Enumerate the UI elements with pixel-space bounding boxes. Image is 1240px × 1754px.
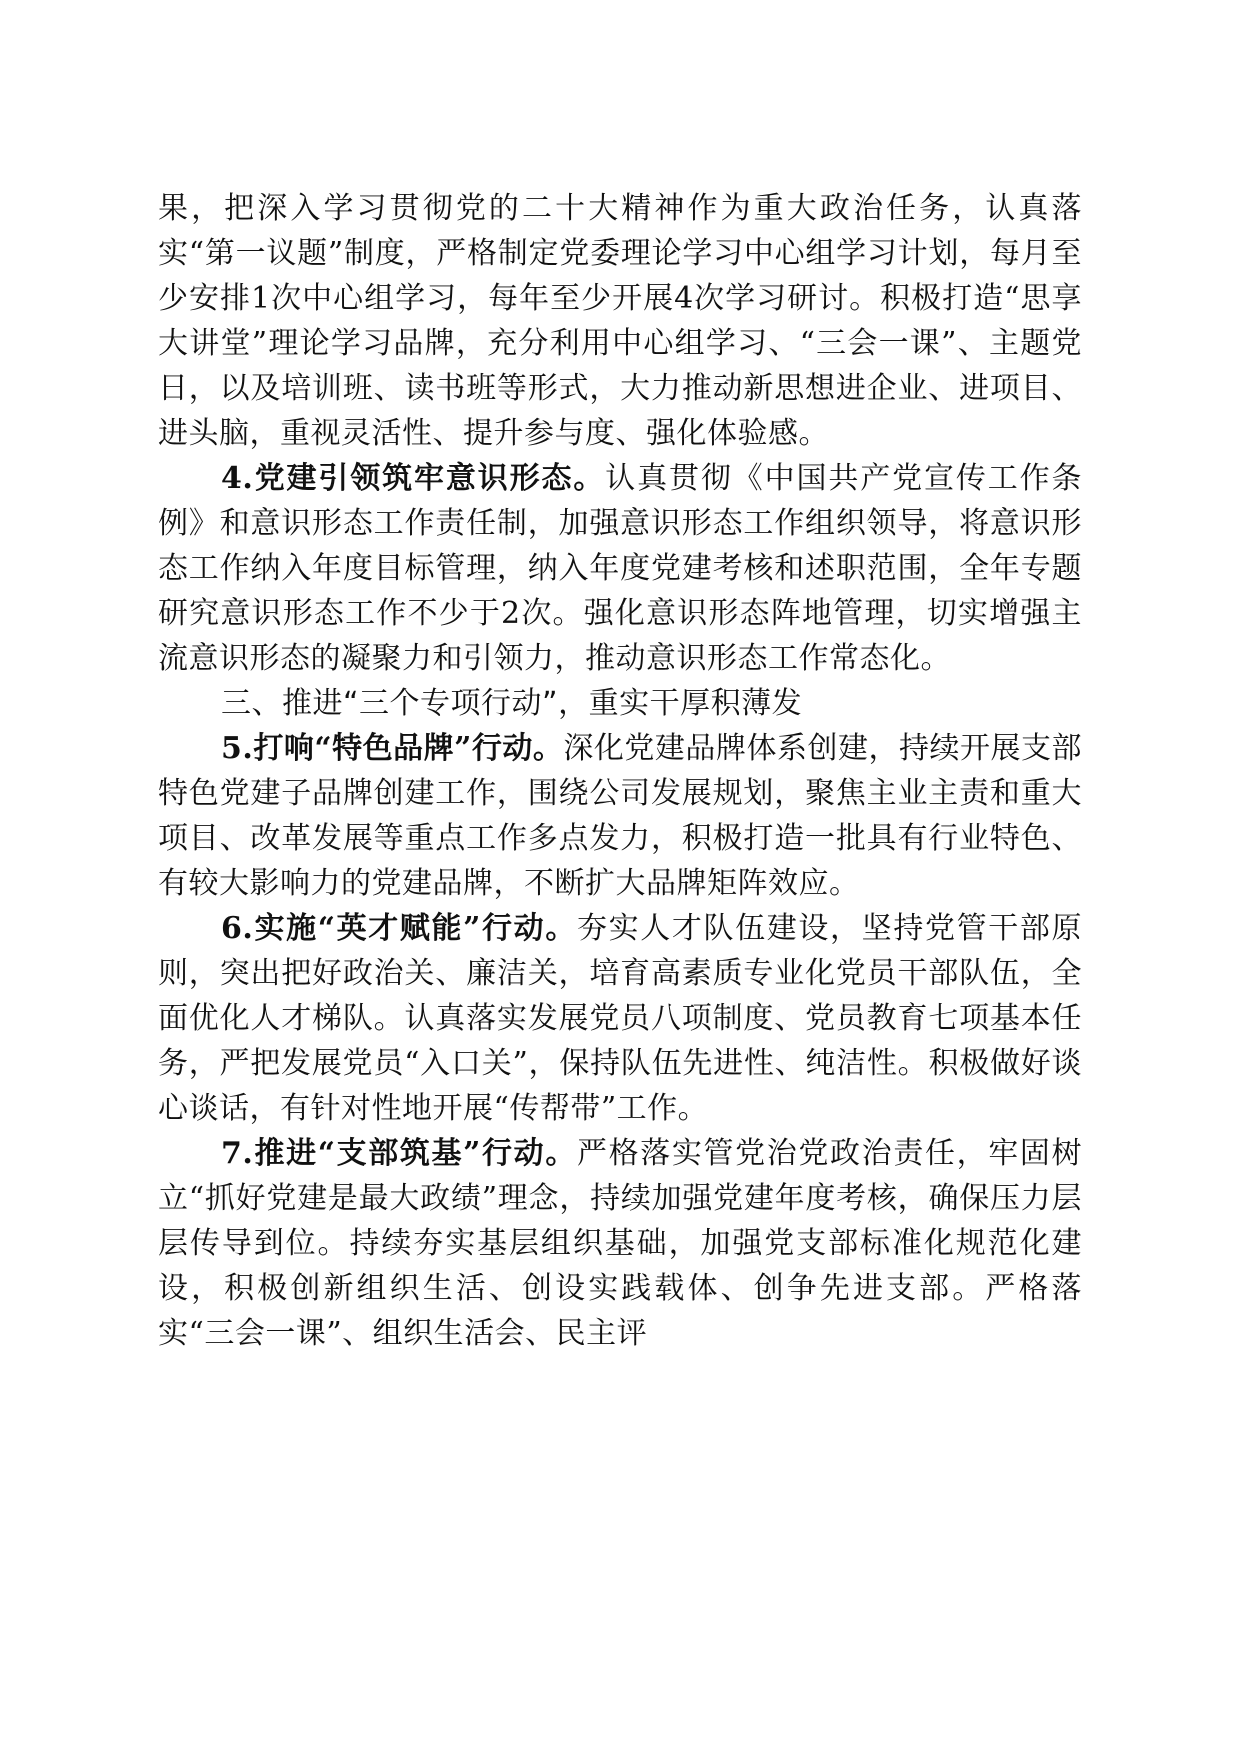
paragraph-item-7 — [158, 1131, 1082, 1356]
section-heading-3: 三、推进“三个专项行动”，重实干厚积薄发 — [221, 686, 803, 721]
paragraph-item-5 — [158, 726, 1082, 906]
paragraph-text: 夯实人才队伍建设，坚持党管干部原则，突出把好政治关、廉洁关，培育高素质专业化党员干部队伍，全面优化人才梯队。认真落实发展党员八项制度、党员教育七项基本任务，严把发展党员“入口关”，保持队伍先进性、纯洁性。积极做好谈心谈话，有针对性地开展“传帮带”工作。 — [158, 911, 1082, 1126]
item-heading: 4.党建引领筑牢意识形态。 — [221, 461, 606, 496]
item-heading: 5.打响“特色品牌”行动。 — [221, 731, 564, 766]
paragraph-continuation — [158, 186, 1082, 456]
paragraph-text: 果，把深入学习贯彻党的二十大精神作为重大政治任务，认真落实“第一议题”制度，严格制定党委理论学习中心组学习计划，每月至少安排1次中心组学习，每年至少开展4次学习研讨。积极打造“思享大讲堂”理论学习品牌，充分利用中心组学习、“三会一课”、主题党日，以及培训班、读书班等形式，大力推动新思想进企业、进项目、进头脑，重视灵活性、提升参与度、强化体验感。 — [158, 191, 1082, 451]
paragraph-text: 严格落实管党治党政治责任，牢固树立“抓好党建是最大政绩”理念，持续加强党建年度考核，确保压力层层传导到位。持续夯实基层组织基础，加强党支部标准化规范化建设，积极创新组织生活、创设实践载体、创争先进支部。严格落实“三会一课”、组织生活会、民主评 — [158, 1136, 1082, 1351]
item-heading: 7.推进“支部筑基”行动。 — [221, 1136, 577, 1171]
paragraph-item-4 — [158, 456, 1082, 681]
paragraph-item-6 — [158, 906, 1082, 1131]
paragraph-text: 深化党建品牌体系创建，持续开展支部特色党建子品牌创建工作，围绕公司发展规划，聚焦主业主责和重大项目、改革发展等重点工作多点发力，积极打造一批具有行业特色、有较大影响力的党建品牌，不断扩大品牌矩阵效应。 — [158, 731, 1082, 901]
paragraph-text: 认真贯彻《中国共产党宣传工作条例》和意识形态工作责任制，加强意识形态工作组织领导，将意识形态工作纳入年度目标管理，纳入年度党建考核和述职范围，全年专题研究意识形态工作不少于2次。强化意识形态阵地管理，切实增强主流意识形态的凝聚力和引领力，推动意识形态工作常态化。 — [158, 461, 1083, 676]
item-heading: 6.实施“英才赋能”行动。 — [221, 911, 577, 946]
document-page — [158, 186, 1082, 1356]
